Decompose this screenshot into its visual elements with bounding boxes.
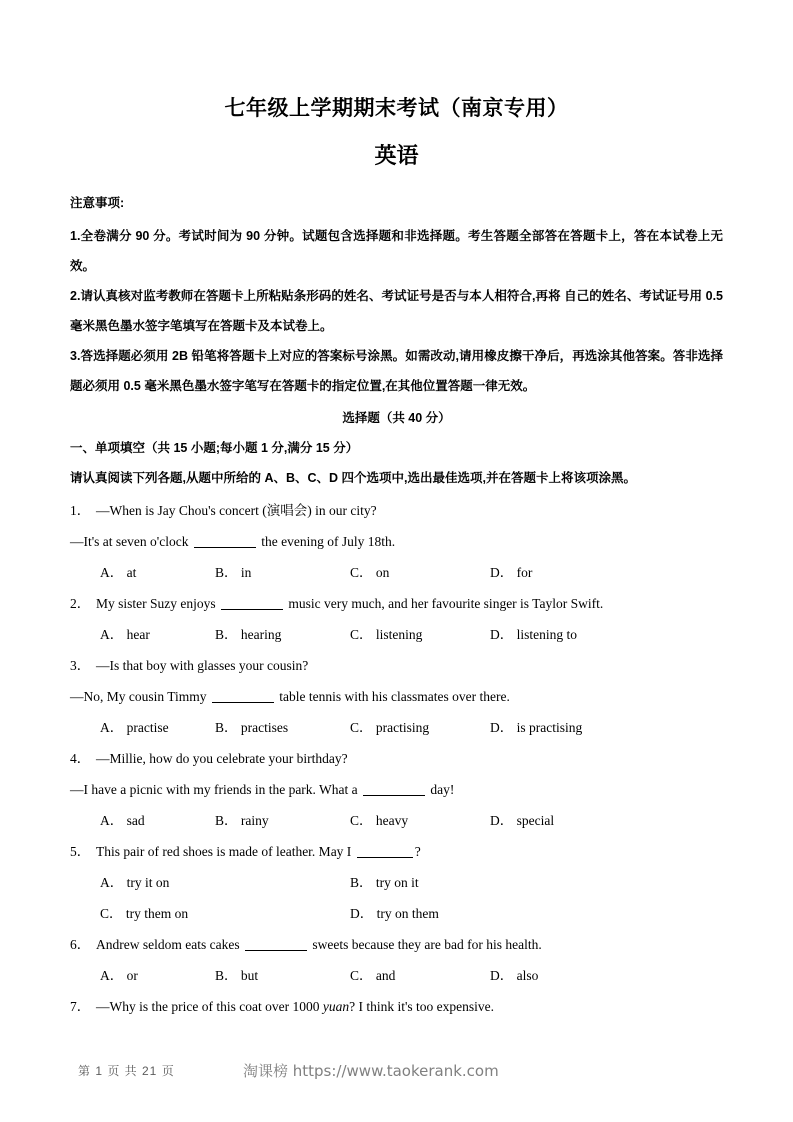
part-one-instruction: 请认真阅读下列各题,从题中所给的 A、B、C、D 四个选项中,选出最佳选项,并在答题卡上将该项涂黑。	[70, 470, 636, 485]
option-text: practises	[240, 719, 289, 735]
question-stem-line	[70, 681, 723, 712]
question-stem-line	[70, 836, 723, 867]
option-text: listening	[375, 626, 423, 642]
question-stem-line	[70, 495, 723, 526]
option-letter: B．	[350, 874, 373, 890]
notice-item-1: 1.全卷满分 90 分。考试时间为 90 分钟。试题包含选择题和非选择题。考生答题全部答在答题卡上，答在本试卷上无效。	[70, 228, 723, 273]
option-text: in	[240, 564, 252, 580]
question-number: 2．	[70, 595, 91, 611]
option-b[interactable]	[215, 619, 281, 650]
option-text: hear	[126, 626, 150, 642]
option-text: sad	[126, 812, 145, 828]
option-text: practise	[126, 719, 169, 735]
option-letter: C．	[350, 564, 373, 580]
question-item	[70, 743, 723, 836]
option-letter: A．	[100, 719, 124, 735]
option-c[interactable]	[100, 898, 188, 929]
question-text: —When is Jay Chou's concert (演唱会) in our city?	[96, 502, 377, 518]
question-list	[70, 495, 723, 1022]
watermark-text: 淘课榜 https://www.taokerank.com	[243, 1062, 499, 1080]
option-row	[70, 960, 723, 991]
answer-blank[interactable]	[212, 702, 274, 703]
option-text: try it on	[126, 874, 170, 890]
option-d[interactable]	[490, 805, 554, 836]
option-text: heavy	[375, 812, 409, 828]
answer-blank[interactable]	[194, 547, 256, 548]
option-d[interactable]	[490, 557, 532, 588]
page-number-label: 第 1 页 共 21 页	[78, 1064, 175, 1078]
page-footer	[0, 1062, 793, 1102]
question-stem-line	[70, 743, 723, 774]
option-b[interactable]	[215, 712, 288, 743]
question-item	[70, 495, 723, 588]
option-letter: C．	[100, 905, 123, 921]
answer-blank[interactable]	[363, 795, 425, 796]
option-row	[70, 712, 723, 743]
answer-blank[interactable]	[221, 609, 283, 610]
question-text: —It's at seven o'clock	[70, 533, 192, 549]
option-letter: B．	[215, 626, 238, 642]
question-item	[70, 991, 723, 1022]
option-text: also	[516, 967, 539, 983]
notice-block	[70, 196, 723, 401]
option-text: try them on	[125, 905, 189, 921]
question-stem-line	[70, 650, 723, 681]
option-b[interactable]	[215, 557, 251, 588]
option-c[interactable]	[350, 712, 429, 743]
option-letter: A．	[100, 812, 124, 828]
question-text: Andrew seldom eats cakes	[96, 936, 243, 952]
question-text: My sister Suzy enjoys	[96, 595, 219, 611]
question-text: table tennis with his classmates over there.	[275, 688, 510, 704]
option-b[interactable]	[350, 867, 419, 898]
option-letter: B．	[215, 564, 238, 580]
option-c[interactable]	[350, 619, 422, 650]
option-a[interactable]	[100, 557, 136, 588]
option-letter: D．	[490, 967, 514, 983]
option-text: practising	[375, 719, 430, 735]
option-letter: D．	[490, 626, 514, 642]
option-a[interactable]	[100, 619, 150, 650]
option-letter: A．	[100, 626, 124, 642]
option-a[interactable]	[100, 960, 138, 991]
option-text: at	[126, 564, 137, 580]
answer-blank[interactable]	[245, 950, 307, 951]
question-text: day!	[427, 781, 455, 797]
option-text: hearing	[240, 626, 282, 642]
question-number: 7．	[70, 998, 91, 1014]
option-a[interactable]	[100, 867, 169, 898]
option-row	[70, 805, 723, 836]
option-letter: C．	[350, 967, 373, 983]
question-text: ?	[414, 843, 421, 859]
option-text: for	[516, 564, 533, 580]
question-item	[70, 650, 723, 743]
question-number: 6．	[70, 936, 91, 952]
option-letter: D．	[490, 564, 514, 580]
option-letter: C．	[350, 812, 373, 828]
option-d[interactable]	[350, 898, 439, 929]
question-text: —I have a picnic with my friends in the park. What a	[70, 781, 362, 797]
question-text: —Why is the price of this coat over 1000	[96, 998, 323, 1014]
question-text: —Is that boy with glasses your cousin?	[96, 657, 309, 673]
option-text: special	[516, 812, 555, 828]
option-letter: A．	[100, 564, 124, 580]
option-text: try on it	[375, 874, 419, 890]
question-item	[70, 836, 723, 929]
question-text: music very much, and her favourite singer is Taylor Swift.	[285, 595, 604, 611]
option-d[interactable]	[490, 960, 538, 991]
question-item	[70, 929, 723, 991]
question-stem-line	[70, 774, 723, 805]
question-number: 1．	[70, 502, 91, 518]
option-text: listening to	[516, 626, 577, 642]
choice-section-heading: 选择题（共 40 分）	[342, 410, 451, 425]
question-text: sweets because they are bad for his health.	[308, 936, 542, 952]
question-text: —No, My cousin Timmy	[70, 688, 210, 704]
option-letter: D．	[350, 905, 374, 921]
option-letter: A．	[100, 967, 124, 983]
question-stem-line	[70, 588, 723, 619]
question-stem-line	[70, 526, 723, 557]
option-letter: A．	[100, 874, 124, 890]
option-c[interactable]	[350, 960, 395, 991]
notice-heading: 注意事项:	[70, 195, 125, 210]
option-letter: B．	[215, 719, 238, 735]
option-row	[70, 619, 723, 650]
question-number: 4．	[70, 750, 91, 766]
notice-item-3: 3.答选择题必须用 2B 铅笔将答题卡上对应的答案标号涂黑。如需改动,请用橡皮擦干净后，再选涂其他答案。答非选择题必须用 0.5 毫米黑色墨水签字笔写在答题卡的指定位置,在其他位置答题一律无效。	[70, 348, 723, 393]
question-text: ? I think it's too expensive.	[349, 998, 494, 1014]
question-item	[70, 588, 723, 650]
option-text: and	[375, 967, 396, 983]
question-number: 5．	[70, 843, 91, 859]
option-text: but	[240, 967, 259, 983]
question-number: 3．	[70, 657, 91, 673]
option-row	[70, 557, 723, 588]
option-a[interactable]	[100, 805, 145, 836]
option-letter: B．	[215, 967, 238, 983]
option-row	[70, 867, 723, 929]
option-b[interactable]	[215, 805, 269, 836]
option-d[interactable]	[490, 619, 577, 650]
question-text-italic: yuan	[322, 998, 350, 1014]
option-text: or	[126, 967, 138, 983]
part-one-heading: 一、单项填空（共 15 小题;每小题 1 分,满分 15 分）	[70, 440, 359, 455]
question-text: This pair of red shoes is made of leather. May I	[96, 843, 355, 859]
question-text: the evening of July 18th.	[257, 533, 396, 549]
question-stem-line	[70, 991, 723, 1022]
option-text: rainy	[240, 812, 269, 828]
page-title: 七年级上学期期末考试（南京专用）	[224, 96, 569, 120]
option-letter: C．	[350, 719, 373, 735]
option-letter: D．	[490, 812, 514, 828]
option-c[interactable]	[350, 805, 408, 836]
option-d[interactable]	[490, 712, 582, 743]
option-letter: D．	[490, 719, 514, 735]
notice-item-2: 2.请认真核对监考教师在答题卡上所粘贴条形码的姓名、考试证号是否与本人相符合,再将 自己的姓名、考试证号用 0.5 毫米黑色墨水签字笔填写在答题卡及本试卷上。	[70, 288, 723, 333]
option-c[interactable]	[350, 557, 389, 588]
subject-title: 英语	[374, 143, 419, 169]
option-a[interactable]	[100, 712, 169, 743]
question-text: —Millie, how do you celebrate your birthday?	[96, 750, 348, 766]
answer-blank[interactable]	[357, 857, 413, 858]
option-b[interactable]	[215, 960, 258, 991]
option-text: is practising	[516, 719, 583, 735]
option-letter: C．	[350, 626, 373, 642]
option-text: try on them	[376, 905, 439, 921]
question-stem-line	[70, 929, 723, 960]
option-text: on	[375, 564, 390, 580]
option-letter: B．	[215, 812, 238, 828]
